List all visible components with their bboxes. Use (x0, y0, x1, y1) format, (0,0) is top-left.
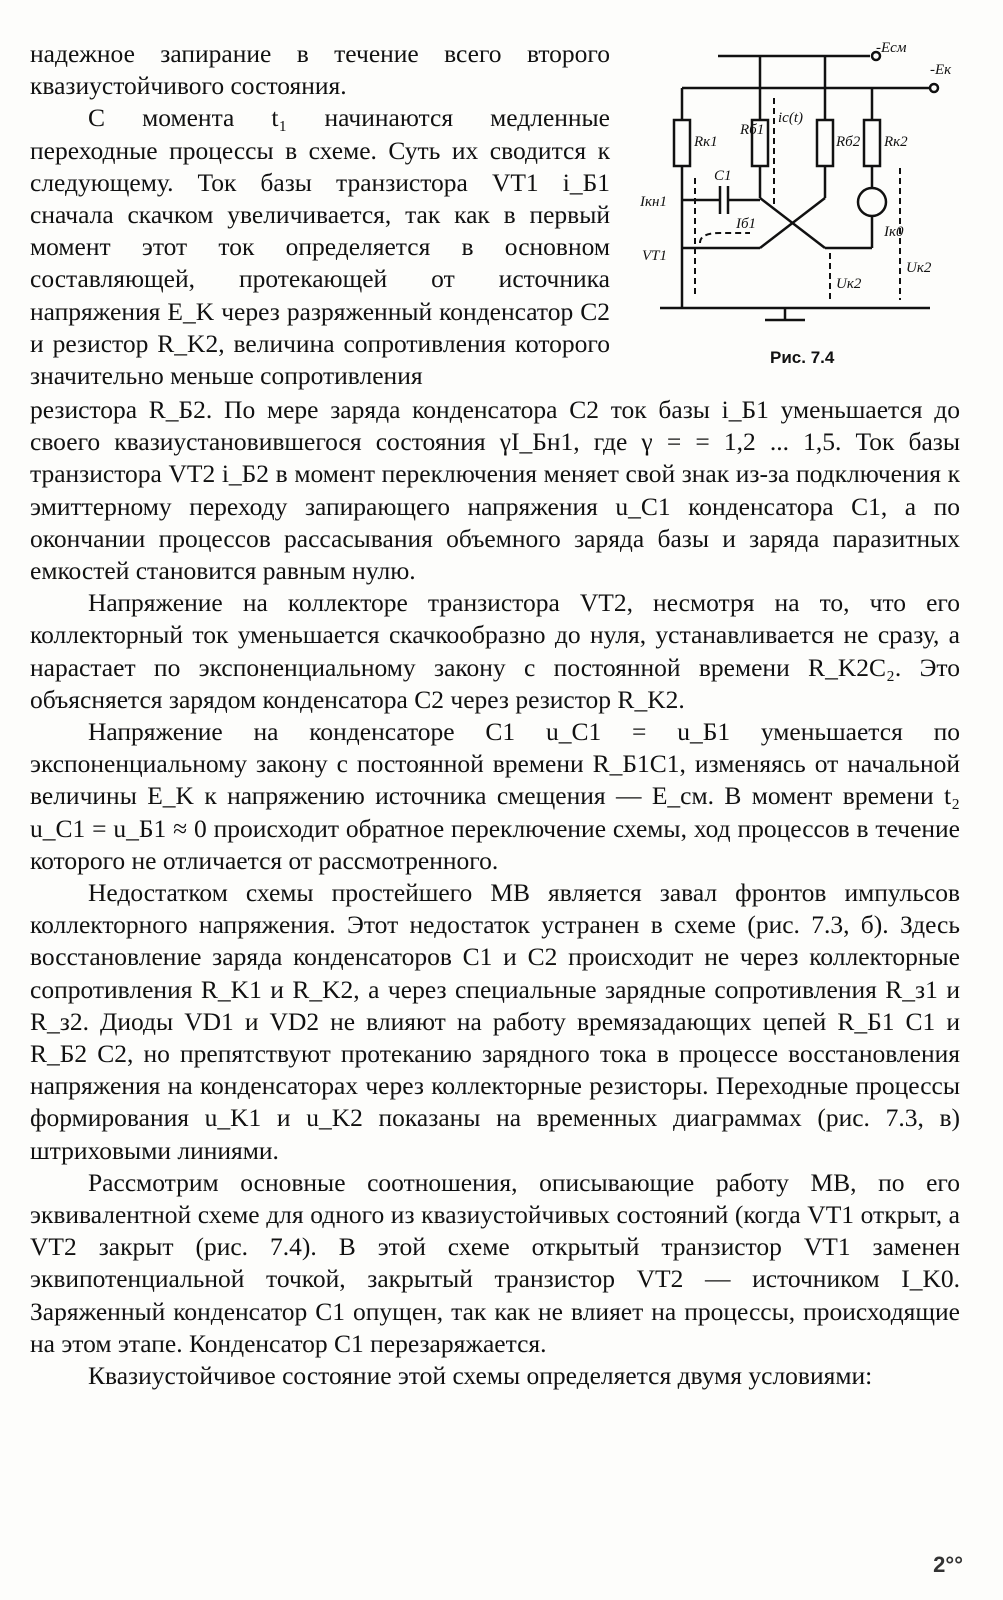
circuit-figure (640, 38, 970, 378)
figure-caption: Рис. 7.4 (770, 348, 835, 367)
c1-label: C1 (714, 168, 732, 184)
ib1-label: Iб1 (736, 216, 757, 232)
ikn1-label: Iкн1 (640, 194, 667, 210)
narrow-text-column (30, 38, 610, 392)
paragraph-2: С момента t₁ начинаются медленные переходные процессы в схеме. Суть их сводится к следующему. Ток базы транзистора VT1 i_Б1 сначала скачком увеличивается, так как в первый момент этот ток определяется в основном составляющей, протекающей от источника напряжения E_K через разряженный конденсатор C2 и резистор R_K2, величина сопротивления которого значительно меньше сопротивления (30, 103, 610, 391)
paragraph-7: Квазиустойчивое состояние этой схемы определяется двумя условиями: (88, 1361, 873, 1391)
page-number: 2°° (933, 1552, 963, 1577)
paragraph-5: Недостатком схемы простейшего МВ является завал фронтов импульсов коллекторного напряжения. Этот недостаток устранен в схеме (рис. 7.3, б). Здесь восстановление заряда конденсаторов C1 и C2 происходит не через коллекторные сопротивления R_K1 и R_K2, а через специальные зарядные сопротивления R_з1 и R_з2. Диоды VD1 и VD2 не влияют на работу времязадающих цепей R_Б1 C1 и R_Б2 C2, но препятствуют протеканию зарядного тока в процессе восстановления напряжения на конденсаторах через коллекторные резисторы. Переходные процессы формирования u_K1 и u_K2 показаны на временных диаграммах (рис. 7.3, в) штриховыми линиями. (30, 878, 960, 1165)
paragraph-3: Напряжение на коллекторе транзистора VT2, несмотря на то, что его коллекторный ток уменьшается скачкообразно до нуля, устанавливается не сразу, а нарастает по экспоненциальному закону с постоянной времени R_K2C₂. Это объясняется зарядом конденсатора C2 через резистор R_K2. (30, 588, 960, 714)
rb2-label: Rб2 (836, 134, 861, 150)
uk2-label-inner: Uк2 (836, 276, 862, 292)
vt1-label: VT1 (642, 248, 668, 264)
rk2-label: Rк2 (884, 134, 908, 150)
paragraph-4: Напряжение на конденсаторе C1 u_C1 = u_Б1 уменьшается по экспоненциальному закону с постоянной времени R_Б1C1, изменяясь от начальной величины E_K к напряжению источника смещения — E_см. В момент времени t₂ u_C1 = u_Б1 ≈ 0 происходит обратное переключение схемы, ход процессов в течение которого не отличается от рассмотренного. (30, 717, 960, 875)
rb1-label: Rб1 (740, 122, 765, 138)
paragraph-6: Рассмотрим основные соотношения, описывающие работу МВ, по его эквивалентной схеме для одного из квазиустойчивых состояний (когда VT1 открыт, а VT2 закрыт (рис. 7.4). В этой схеме открытый транзистор VT1 заменен эквипотенциальной точкой, закрытый транзистор VT2 — источником I_K0. Заряженный конденсатор C1 опущен, так как не влияет на процессы, происходящие на этом этапе. Конденсатор C1 перезаряжается. (30, 1167, 960, 1358)
circuit-diagram (640, 38, 970, 338)
uk2-label-outer: Uк2 (906, 260, 932, 276)
paragraph-1: надежное запирание в течение всего второго квазиустойчивого состояния. (30, 39, 610, 101)
paragraph-2-continued: резистора R_Б2. По мере заряда конденсатора C2 ток базы i_Б1 уменьшается до своего квазиустановившегося состояния γI_Бн1, где γ = = 1,2 ... 1,5. Ток базы транзистора VT2 i_Б2 в момент переключения меняет свой знак из-за подключения к эмиттерному переходу запирающего напряжения u_C1 конденсатора C1, а по окончании процессов рассасывания объемного заряда базы и заряда паразитных емкостей становится равным нулю. (30, 395, 960, 586)
full-text-column (30, 394, 960, 1392)
ict-label: ic(t) (778, 110, 803, 126)
rk1-label: Rк1 (694, 134, 718, 150)
ecm-label: -Eсм (876, 40, 907, 56)
ek-label: -Eк (930, 62, 952, 78)
ik0-label: Iк0 (884, 224, 904, 240)
